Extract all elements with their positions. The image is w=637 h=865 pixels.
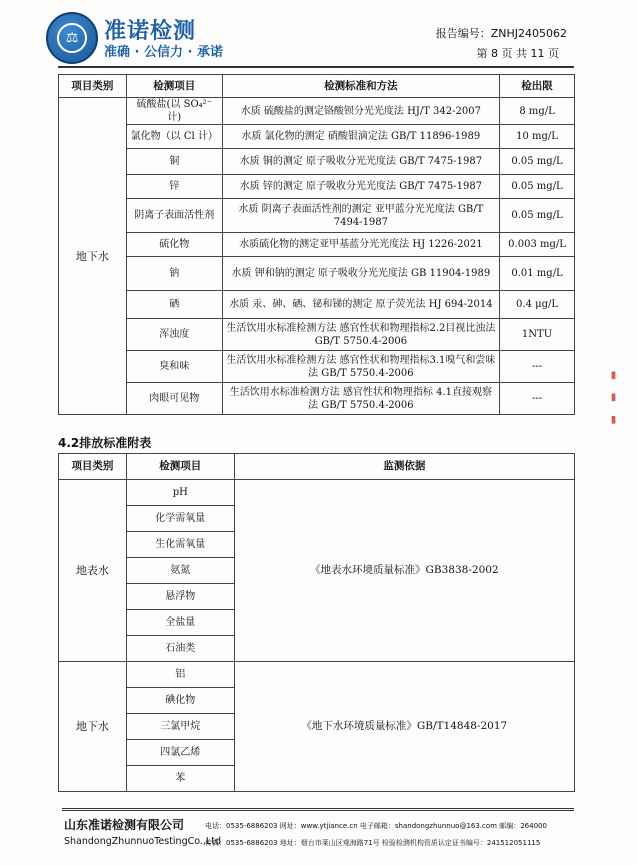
method-cell: 水质 锌的测定 原子吸收分光光度法 GB/T 7475-1987 <box>222 175 499 199</box>
item-cell: 浑浊度 <box>126 319 222 351</box>
item-cell: 苯 <box>126 766 234 792</box>
report-number: 报告编号：ZNHJ2405062 <box>435 27 567 40</box>
table-row <box>59 351 575 383</box>
item-cell: pH <box>126 480 234 506</box>
item-cell: 氯化物（以 Cl 计） <box>126 125 222 149</box>
item-cell: 硫化物 <box>126 233 222 257</box>
method-cell: 水质 阴离子表面活性剂的测定 亚甲蓝分光光度法 GB/T 7494-1987 <box>222 199 499 233</box>
company-name-en: ShandongZhunnuoTestingCo.,Ltd <box>64 836 221 847</box>
item-cell: 生化需氧量 <box>126 532 234 558</box>
brand-name: 准诺检测 <box>104 19 197 44</box>
header-divider <box>58 66 574 68</box>
col-header-item: 检测项目 <box>126 75 222 98</box>
method-cell: 生活饮用水标准检测方法 感官性状和物理指标2.2目视比浊法 GB/T 5750.4-2006 <box>222 319 499 351</box>
item-cell: 石油类 <box>126 636 234 662</box>
limit-cell: 0.003 mg/L <box>500 233 575 257</box>
table-row <box>59 199 575 233</box>
method-cell: 生活饮用水标准检测方法 感官性状和物理指标3.1嗅气和尝味法 GB/T 5750.4-2006 <box>222 351 499 383</box>
item-cell: 臭和味 <box>126 351 222 383</box>
page-header <box>0 0 637 70</box>
methods-table <box>58 74 575 415</box>
limit-cell: 0.01 mg/L <box>500 257 575 291</box>
standards-table <box>58 453 575 792</box>
limit-cell: 0.05 mg/L <box>500 149 575 175</box>
category-cell: 地下水 <box>59 98 127 415</box>
item-cell: 锌 <box>126 175 222 199</box>
table-row <box>59 149 575 175</box>
limit-cell: --- <box>500 383 575 415</box>
table-row <box>59 383 575 415</box>
col-header-basis: 监测依据 <box>234 454 574 480</box>
footer-address-line: 传真：0535-6886203 地址：烟台市莱山区观海路71号 检验检测机构资质认定证书编号：241512051115 <box>205 839 541 847</box>
scale-icon: ⚖ <box>57 23 87 53</box>
item-cell: 四氯乙烯 <box>126 740 234 766</box>
item-cell: 铜 <box>126 149 222 175</box>
category-cell: 地表水 <box>59 480 127 662</box>
limit-cell: 10 mg/L <box>500 125 575 149</box>
limit-cell: --- <box>500 351 575 383</box>
limit-cell: 0.05 mg/L <box>500 199 575 233</box>
col-header-category: 项目类别 <box>59 75 127 98</box>
method-cell: 生活饮用水标准检测方法 感官性状和物理指标 4.1直接观察法 GB/T 5750.4-2006 <box>222 383 499 415</box>
method-cell: 水质 氯化物的测定 硝酸银滴定法 GB/T 11896-1989 <box>222 125 499 149</box>
col-header-limit: 检出限 <box>500 75 575 98</box>
table-row <box>59 233 575 257</box>
method-cell: 水质 汞、砷、硒、铋和锑的测定 原子荧光法 HJ 694-2014 <box>222 291 499 319</box>
footer-contact-line: 电话：0535-6886203 网址：www.ytjiance.cn 电子邮箱：shandongzhunnuo@163.com 邮编：264000 <box>205 822 547 830</box>
item-cell: 硫酸盐(以 SO₄²⁻计) <box>126 98 222 125</box>
item-cell: 全盐量 <box>126 610 234 636</box>
company-name-zh: 山东准诺检测有限公司 <box>64 818 185 832</box>
footer-divider <box>62 808 574 809</box>
margin-stamp-fragment: ▮ ▮ ▮ <box>608 370 619 430</box>
method-cell: 水质 铜的测定 原子吸收分光光度法 GB/T 7475-1987 <box>222 149 499 175</box>
method-cell: 水质 钾和钠的测定 原子吸收分光光度法 GB 11904-1989 <box>222 257 499 291</box>
basis-cell: 《地下水环境质量标准》GB/T14848-2017 <box>234 662 574 792</box>
table-row <box>59 319 575 351</box>
item-cell: 碘化物 <box>126 688 234 714</box>
col-header-method: 检测标准和方法 <box>222 75 499 98</box>
item-cell: 阴离子表面活性剂 <box>126 199 222 233</box>
section-title: 4.2排放标准附表 <box>58 436 152 450</box>
item-cell: 钠 <box>126 257 222 291</box>
table-row <box>59 98 575 125</box>
col-header-item: 检测项目 <box>126 454 234 480</box>
category-cell: 地下水 <box>59 662 127 792</box>
method-cell: 水质硫化物的测定亚甲基蓝分光光度法 HJ 1226-2021 <box>222 233 499 257</box>
table-row <box>59 175 575 199</box>
company-logo <box>46 12 98 64</box>
table-row <box>59 291 575 319</box>
table-row <box>59 662 575 688</box>
brand-slogan: 准确 · 公信力 · 承诺 <box>104 45 223 60</box>
limit-cell: 0.05 mg/L <box>500 175 575 199</box>
col-header-category: 项目类别 <box>59 454 127 480</box>
page-number: 第 8 页 共 11 页 <box>476 47 559 60</box>
item-cell: 悬浮物 <box>126 584 234 610</box>
footer-divider <box>62 810 574 811</box>
limit-cell: 1NTU <box>500 319 575 351</box>
item-cell: 三氯甲烷 <box>126 714 234 740</box>
item-cell: 化学需氧量 <box>126 506 234 532</box>
basis-cell: 《地表水环境质量标准》GB3838-2002 <box>234 480 574 662</box>
table-row <box>59 480 575 506</box>
table-row <box>59 257 575 291</box>
item-cell: 铝 <box>126 662 234 688</box>
table-row <box>59 125 575 149</box>
limit-cell: 8 mg/L <box>500 98 575 125</box>
item-cell: 氨氮 <box>126 558 234 584</box>
item-cell: 肉眼可见物 <box>126 383 222 415</box>
method-cell: 水质 硫酸盐的测定铬酸钡分光光度法 HJ/T 342-2007 <box>222 98 499 125</box>
limit-cell: 0.4 μg/L <box>500 291 575 319</box>
item-cell: 硒 <box>126 291 222 319</box>
